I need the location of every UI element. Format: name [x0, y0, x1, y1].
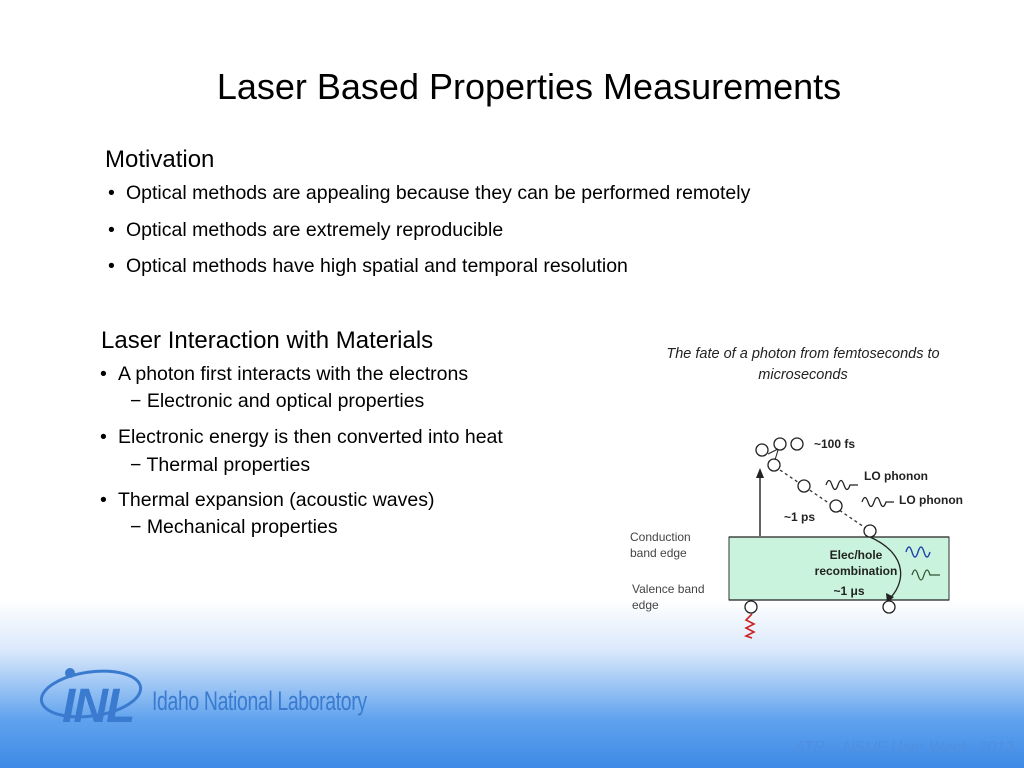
logo-mark: INL [62, 680, 134, 733]
cluster-link [775, 450, 778, 460]
bullet-text: Thermal expansion (acoustic waves) [118, 489, 435, 511]
bullet-text: Optical methods are appealing because they can be performed remotely [126, 182, 751, 204]
sub-marker: − [130, 516, 142, 538]
logo-name: Idaho National Laboratory [152, 686, 367, 716]
incoming-photon-wave [746, 614, 754, 638]
bullet-marker: • [100, 426, 107, 448]
sub-marker: − [130, 454, 142, 476]
cluster-link [768, 449, 778, 454]
sub-text: Mechanical properties [146, 516, 338, 538]
sub-text: Thermal properties [146, 454, 311, 476]
label-1ps: ~1 ps [784, 510, 816, 524]
label-valence-1: Valence band [632, 582, 705, 596]
electron-circle [864, 525, 876, 537]
label-conduction-1: Conduction [630, 530, 691, 544]
slide-title: Laser Based Properties Measurements [216, 66, 842, 107]
label-lo-phonon-2: LO phonon [899, 493, 963, 507]
bullet-marker: • [100, 489, 107, 511]
bullet-marker: • [108, 219, 115, 241]
electron-circle [768, 459, 780, 471]
bullet-text: Optical methods have high spatial and temporal resolution [126, 255, 628, 277]
electron-circle [798, 480, 810, 492]
diagram-caption: The fate of a photon from femtoseconds to microseconds [666, 346, 940, 383]
bullet-marker: • [108, 182, 115, 204]
motivation-heading: Motivation [105, 146, 215, 173]
phonon-wave-1 [826, 481, 858, 490]
electron-circle [774, 438, 786, 450]
footer-text: ATR – NSUF User Week, 2012 [794, 739, 1014, 756]
bullet-text: Optical methods are extremely reproducible [126, 219, 504, 241]
electron-circle [756, 444, 768, 456]
label-recomb-2: recombination [814, 564, 898, 578]
interaction-heading: Laser Interaction with Materials [101, 327, 434, 354]
excitation-arrowhead [756, 468, 764, 478]
bullet-marker: • [108, 255, 115, 277]
label-valence-2: edge [632, 598, 659, 612]
bullet-text: A photon first interacts with the electrons [118, 363, 469, 385]
label-lo-phonon-1: LO phonon [864, 469, 928, 483]
hole-circle [745, 601, 757, 613]
label-conduction-2: band edge [630, 546, 687, 560]
label-recomb-1: Elec/hole [829, 548, 883, 562]
bullet-text: Electronic energy is then converted into heat [118, 426, 503, 448]
electron-circle [830, 500, 842, 512]
phonon-wave-2 [862, 498, 894, 507]
sub-marker: − [130, 390, 142, 412]
bullet-marker: • [100, 363, 107, 385]
hole-circle [883, 601, 895, 613]
electron-circle [791, 438, 803, 450]
label-1us: ~1 μs [833, 584, 865, 598]
label-100fs: ~100 fs [814, 437, 856, 451]
logo-dot [65, 668, 75, 678]
sub-text: Electronic and optical properties [146, 390, 425, 412]
